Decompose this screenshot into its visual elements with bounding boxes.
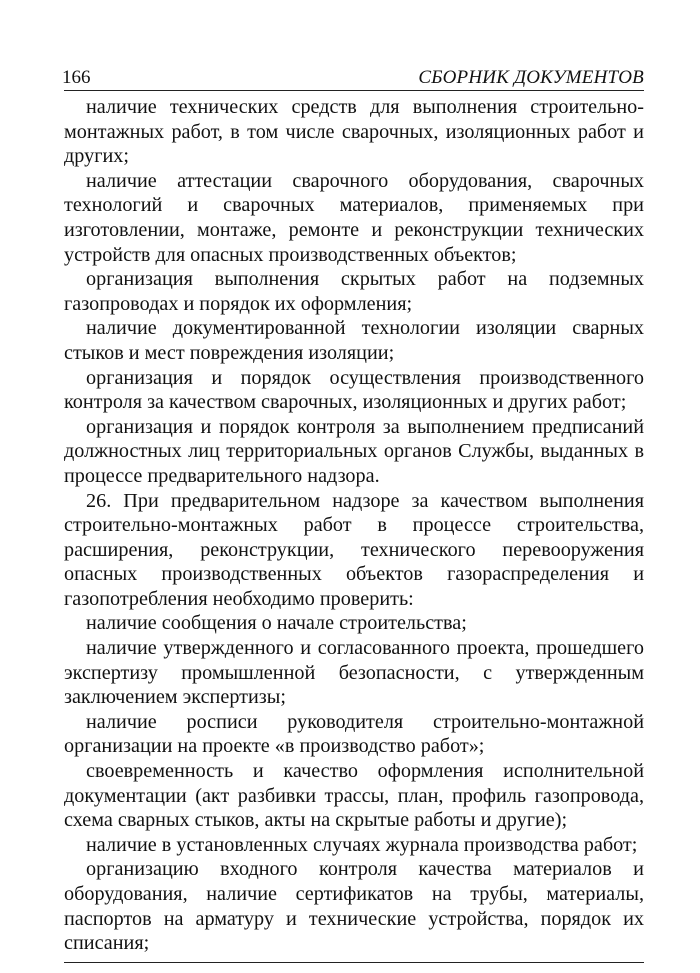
paragraph: наличие в установленных случаях журнала производства работ;	[86, 833, 638, 856]
paragraph: наличие утвержденного и согласованного проекта, прошедшего экспертизу промышленной безопасности, с утвержденным заключением экспертизы;	[64, 637, 644, 709]
paragraph: наличие технических средств для выполнения строительно-монтажных работ, в том числе сварочных, изоляционных работ и других;	[64, 96, 644, 168]
paragraph: наличие аттестации сварочного оборудования, сварочных технологий и сварочных материалов, применяемых при изготовлении, монтаже, ремонте и реконструкции технических устройств для опасных производственных объектов;	[64, 169, 644, 266]
running-header	[64, 66, 644, 91]
book-title: СБОРНИК ДОКУМЕНТОВ	[418, 67, 644, 88]
paragraph: организация и порядок осуществления производственного контроля за качеством сварочных, изоляционных и других работ;	[64, 366, 644, 414]
paragraph: наличие документированной технологии изоляции сварных стыков и мест повреждения изоляции;	[64, 317, 644, 364]
section-26-paragraph: 26. При предварительном надзоре за качеством выполнения строительно-монтажных работ в процессе строительства, расширения, реконструкции, технического перевооружения опасных производственных объектов газораспределения и газопотребления необходимо проверить:	[64, 489, 644, 610]
paragraph: организация выполнения скрытых работ на подземных газопроводах и порядок их оформления;	[64, 268, 644, 315]
paragraph: своевременность и качество оформления исполнительной документации (акт разбивки трассы, план, профиль газопровода, схема сварных стыков, акты на скрытые работы и другие);	[64, 760, 644, 832]
paragraph: организацию входного контроля качества материалов и оборудования, наличие сертификатов на трубы, материалы, паспортов на арматуру и технические устройства, порядок их списания;	[64, 858, 644, 955]
paragraph: организация и порядок контроля за выполнением предписаний должностных лиц территориальных органов Службы, выданных в процессе предварительного надзора.	[64, 415, 644, 487]
bottom-rule	[64, 962, 644, 963]
paragraph: наличие росписи руководителя строительно-монтажной организации на проекте «в производство работ»;	[64, 710, 644, 758]
document-page	[64, 66, 644, 963]
paragraph: наличие сообщения о начале строительства;	[86, 612, 467, 635]
body-text	[64, 95, 644, 956]
page-number: 166	[62, 67, 91, 88]
